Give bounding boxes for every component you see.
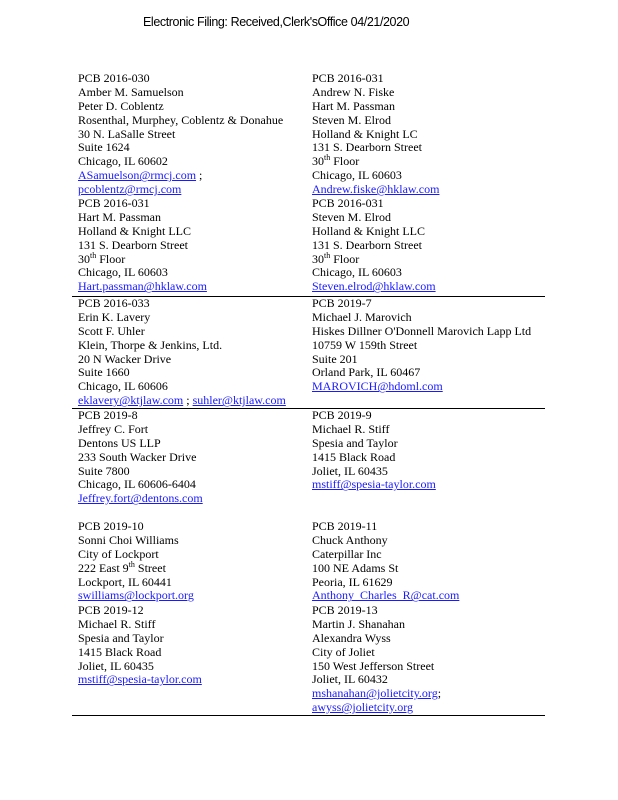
suite: Suite 7800 (78, 463, 130, 478)
email-link[interactable]: mstiff@spesia-taylor.com (78, 672, 202, 687)
street-address: 233 South Wacker Drive (78, 449, 197, 464)
street-address: 131 S. Dearborn Street (312, 237, 422, 252)
case-number: PCB 2019-9 (312, 408, 372, 422)
suite: Suite 1660 (78, 365, 130, 380)
contact-name: Sonni Choi Williams (78, 532, 179, 547)
service-entry (78, 297, 318, 408)
case-number: PCB 2019-12 (78, 603, 144, 617)
city-state-zip: Joliet, IL 60435 (78, 658, 154, 673)
firm-name: City of Joliet (312, 644, 375, 659)
contact-name: Alexandra Wyss (312, 630, 391, 645)
firm-name: Dentons US LLP (78, 435, 161, 450)
contact-name: Michael R. Stiff (78, 616, 156, 631)
contact-name: Hart M. Passman (78, 209, 161, 224)
table-bottom-border (72, 715, 545, 716)
firm-name: Holland & Knight LLC (312, 223, 425, 238)
email-link[interactable]: MAROVICH@hdoml.com (312, 379, 443, 394)
city-state-zip: Chicago, IL 60602 (78, 154, 168, 169)
service-entry (78, 409, 318, 506)
street-address: 100 NE Adams St (312, 560, 399, 575)
firm-name: Rosenthal, Murphey, Coblentz & Donahue (78, 112, 284, 127)
contact-name: Andrew N. Fiske (312, 84, 395, 99)
service-entry (78, 604, 318, 687)
email-link[interactable]: Jeffrey.fort@dentons.com (78, 491, 203, 506)
city-state-zip: Chicago, IL 60603 (312, 265, 402, 280)
city-state-zip: Chicago, IL 60606 (78, 379, 168, 394)
contact-name: Martin J. Shanahan (312, 616, 405, 631)
email-link[interactable]: Anthony_Charles_R@cat.com (312, 588, 460, 603)
service-entry (312, 297, 572, 394)
city-state-zip: Peoria, IL 61629 (312, 574, 393, 589)
email-link[interactable]: swilliams@lockport.org (78, 588, 194, 603)
floor: 30th Floor (78, 250, 126, 266)
firm-name: Spesia and Taylor (78, 630, 164, 645)
case-number: PCB 2016-031 (78, 196, 150, 210)
city-state-zip: Orland Park, IL 60467 (312, 365, 421, 380)
email-link[interactable]: eklavery@ktjlaw.com (78, 393, 184, 408)
contact-name: Peter D. Coblentz (78, 98, 164, 113)
firm-name: Klein, Thorpe & Jenkins, Ltd. (78, 337, 223, 352)
email-link[interactable]: Steven.elrod@hklaw.com (312, 279, 436, 294)
case-number: PCB 2016-030 (78, 71, 150, 85)
contact-name: Hart M. Passman (312, 98, 395, 113)
street-address: 20 N Wacker Drive (78, 351, 172, 366)
floor: 30th Floor (312, 153, 360, 169)
service-entry (312, 604, 572, 715)
email-link[interactable]: mshanahan@jolietcity.org (312, 686, 438, 701)
contact-name: Scott F. Uhler (78, 323, 145, 338)
email-link[interactable]: suhler@ktjlaw.com (192, 393, 286, 408)
suite: Suite 1624 (78, 140, 130, 155)
service-entry (78, 197, 318, 294)
service-entry (312, 72, 572, 197)
contact-name: Steven M. Elrod (312, 209, 391, 224)
case-number: PCB 2016-033 (78, 296, 150, 310)
email-separator: ; (437, 686, 442, 701)
contact-name: Michael R. Stiff (312, 421, 390, 436)
email-separator: ; (199, 168, 203, 183)
street-address: 222 East 9th Street (78, 559, 166, 575)
case-number: PCB 2019-7 (312, 296, 372, 310)
street-address: 131 S. Dearborn Street (312, 140, 422, 155)
street-address: 30 N. LaSalle Street (78, 126, 176, 141)
service-entry (78, 520, 318, 603)
firm-name: Holland & Knight LLC (78, 223, 191, 238)
email-link[interactable]: Andrew.fiske@hklaw.com (312, 182, 440, 197)
city-state-zip: Chicago, IL 60603 (312, 168, 402, 183)
service-entry (312, 197, 572, 294)
case-number: PCB 2019-13 (312, 603, 378, 617)
street-address: 131 S. Dearborn Street (78, 237, 188, 252)
contact-name: Chuck Anthony (312, 532, 388, 547)
case-number: PCB 2016-031 (312, 71, 384, 85)
email-link[interactable]: mstiff@spesia-taylor.com (312, 477, 436, 492)
city-state-zip: Joliet, IL 60432 (312, 672, 388, 687)
service-entry (312, 409, 572, 492)
service-entry (78, 72, 318, 197)
floor: 30th Floor (312, 250, 360, 266)
firm-name: City of Lockport (78, 546, 159, 561)
city-state-zip: Chicago, IL 60603 (78, 265, 168, 280)
email-link[interactable]: Hart.passman@hklaw.com (78, 279, 207, 294)
city-state-zip: Chicago, IL 60606-6404 (78, 477, 196, 492)
street-address: 150 West Jefferson Street (312, 658, 435, 673)
service-entry (312, 520, 572, 603)
suite: Suite 201 (312, 351, 358, 366)
city-state-zip: Joliet, IL 60435 (312, 463, 388, 478)
street-address: 1415 Black Road (78, 644, 162, 659)
firm-name: Hiskes Dillner O'Donnell Marovich Lapp Ltd (312, 323, 532, 338)
street-address: 10759 W 159th Street (312, 337, 418, 352)
contact-name: Steven M. Elrod (312, 112, 391, 127)
firm-name: Spesia and Taylor (312, 435, 398, 450)
contact-name: Amber M. Samuelson (78, 84, 184, 99)
email-link[interactable]: ASamuelson@rmcj.com (78, 168, 197, 183)
case-number: PCB 2019-10 (78, 519, 144, 533)
electronic-filing-header: Electronic Filing: Received,Clerk'sOffice 04/21/2020 (143, 15, 410, 29)
contact-name: Erin K. Lavery (78, 309, 151, 324)
firm-name: Holland & Knight LC (312, 126, 418, 141)
contact-name: Jeffrey C. Fort (78, 421, 149, 436)
case-number: PCB 2019-8 (78, 408, 138, 422)
email-link[interactable]: awyss@jolietcity.org (312, 700, 414, 715)
city-state-zip: Lockport, IL 60441 (78, 574, 172, 589)
firm-name: Caterpillar Inc (312, 546, 382, 561)
case-number: PCB 2019-11 (312, 519, 378, 533)
street-address: 1415 Black Road (312, 449, 396, 464)
contact-name: Michael J. Marovich (312, 309, 412, 324)
case-number: PCB 2016-031 (312, 196, 384, 210)
email-separator: ; (186, 393, 190, 408)
email-link[interactable]: pcoblentz@rmcj.com (78, 182, 182, 197)
